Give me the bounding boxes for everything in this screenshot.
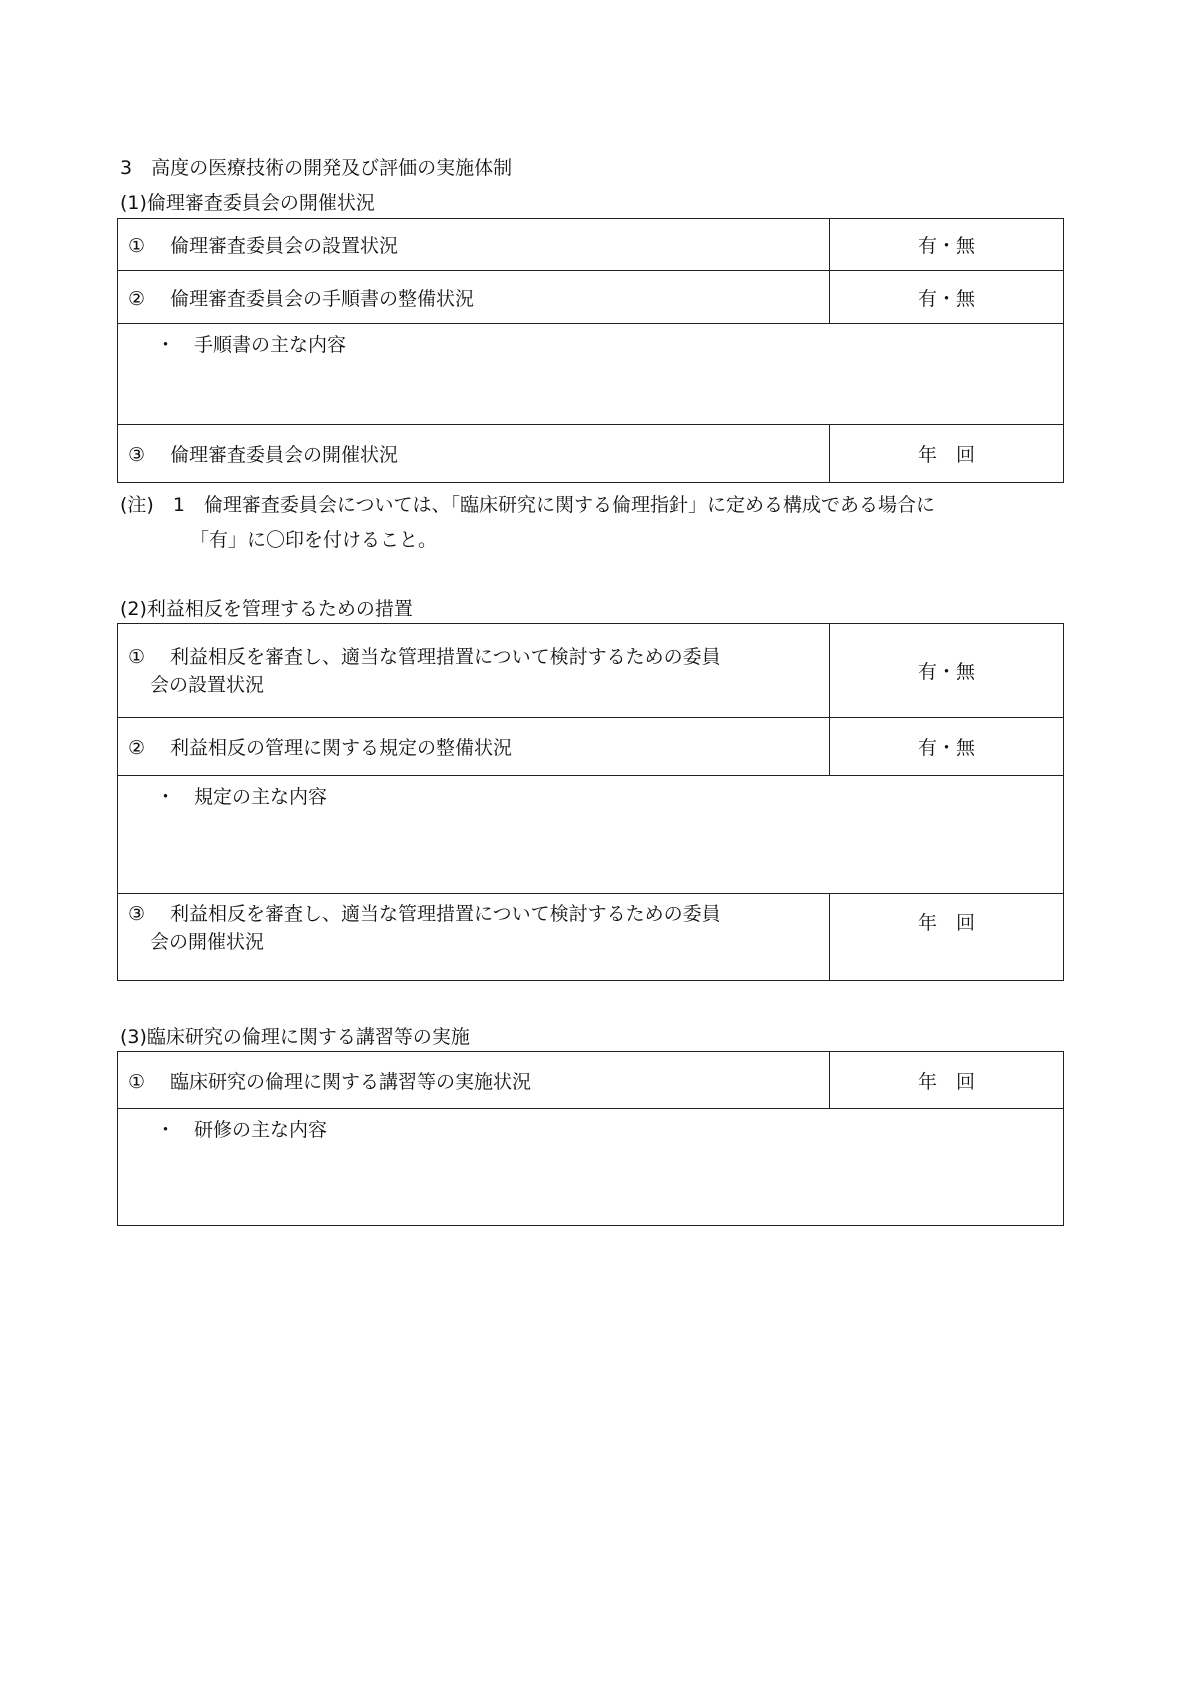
subsection-3-title: (3)臨床研究の倫理に関する講習等の実施 (120, 1026, 470, 1048)
section-heading: 3 高度の医療技術の開発及び評価の実施体制 (120, 157, 513, 179)
training-content-field[interactable]: ・ 研修の主な内容 (118, 1109, 1064, 1226)
row-label: ① 臨床研究の倫理に関する講習等の実施状況 (118, 1052, 830, 1109)
yes-no-field[interactable]: 有・無 (830, 219, 1064, 271)
ethics-committee-table (117, 218, 1064, 483)
row-label: ② 倫理審査委員会の手順書の整備状況 (118, 271, 830, 324)
ethics-training-table (117, 1051, 1064, 1226)
row-label: ① 利益相反を審査し、適当な管理措置について検討するための委員 会の設置状況 (118, 624, 830, 718)
procedure-content-field[interactable]: ・ 手順書の主な内容 (118, 324, 1064, 425)
conflict-of-interest-table (117, 623, 1064, 981)
note-line-1: (注) 1 倫理審査委員会については、「臨床研究に関する倫理指針」に定める構成である場合に (120, 494, 936, 516)
subsection-2-title: (2)利益相反を管理するための措置 (120, 598, 413, 620)
row-label: ③ 利益相反を審査し、適当な管理措置について検討するための委員 会の開催状況 (118, 894, 830, 981)
row-label: ② 利益相反の管理に関する規定の整備状況 (118, 718, 830, 776)
count-field[interactable]: 年 回 (830, 425, 1064, 483)
count-field[interactable]: 年 回 (830, 894, 1064, 981)
row-label: ① 倫理審査委員会の設置状況 (118, 219, 830, 271)
note-line-2: 「有」に〇印を付けること。 (190, 529, 438, 551)
regulation-content-field[interactable]: ・ 規定の主な内容 (118, 776, 1064, 894)
yes-no-field[interactable]: 有・無 (830, 271, 1064, 324)
yes-no-field[interactable]: 有・無 (830, 624, 1064, 718)
row-label: ③ 倫理審査委員会の開催状況 (118, 425, 830, 483)
subsection-1-title: (1)倫理審査委員会の開催状況 (120, 192, 375, 214)
count-field[interactable]: 年 回 (830, 1052, 1064, 1109)
yes-no-field[interactable]: 有・無 (830, 718, 1064, 776)
